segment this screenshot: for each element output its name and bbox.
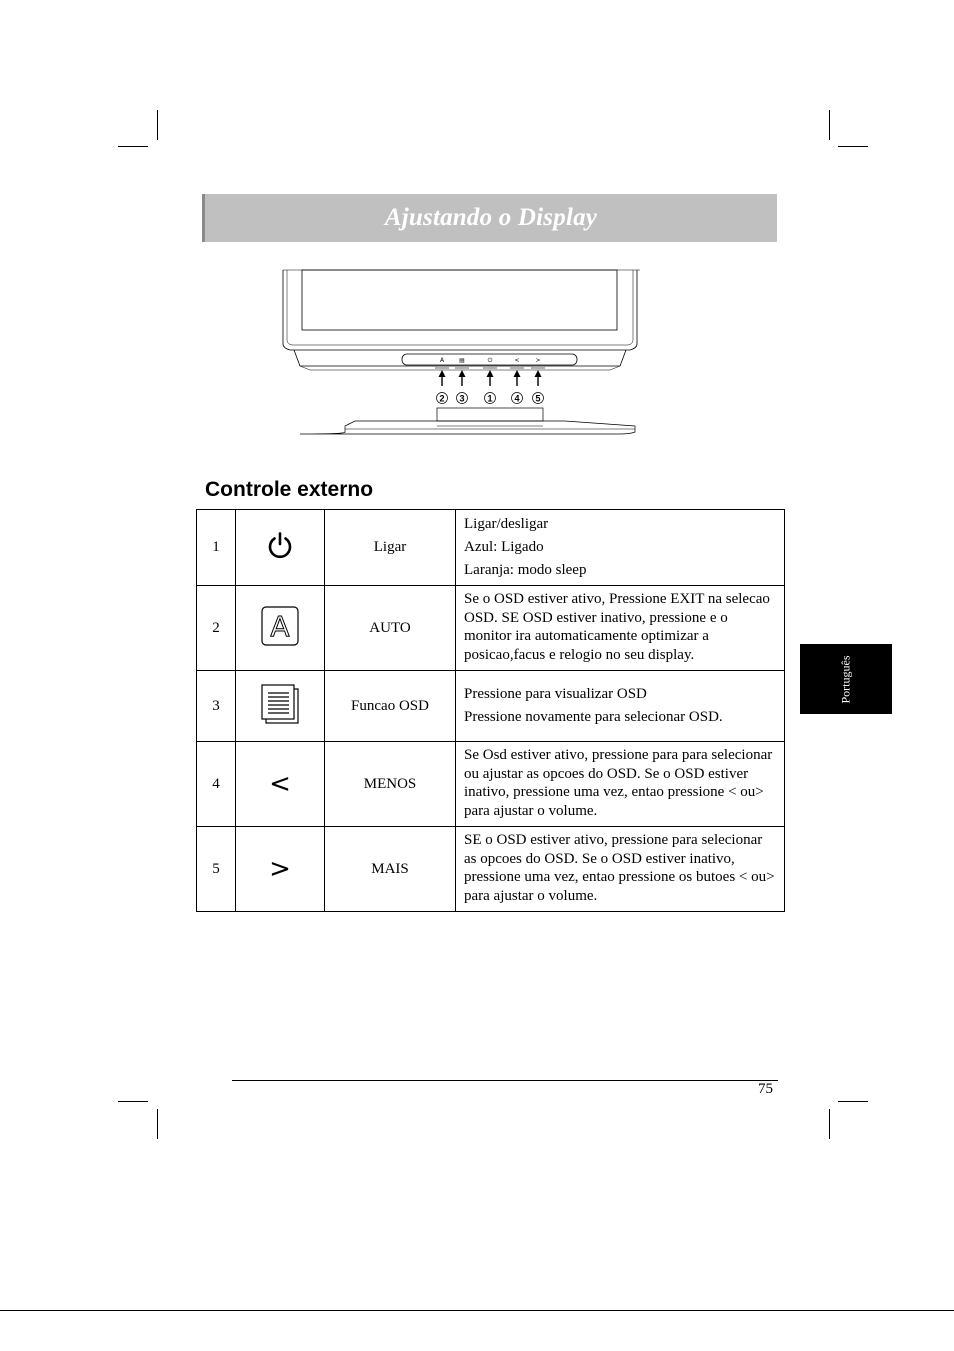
less-than-icon	[236, 742, 325, 827]
table-row	[197, 742, 785, 827]
crop-mark	[838, 1101, 868, 1102]
description-text: Se Osd estiver ativo, pressione para para selecionar ou ajustar as opcoes do OSD. Se o OSD estiver inativo, pressione uma vez, entao pressione < ou> para ajustar o volume.	[464, 747, 773, 819]
callout-number: 2	[439, 393, 445, 404]
button-symbol: <	[514, 357, 520, 364]
crop-mark	[838, 146, 868, 147]
control-name: Ligar	[325, 510, 456, 586]
description-line: Azul: Ligado	[464, 538, 544, 555]
less-than-glyph: <	[269, 769, 291, 799]
control-description	[456, 671, 785, 742]
crop-mark	[118, 146, 148, 147]
table-row	[197, 510, 785, 586]
callout-number: 4	[514, 393, 520, 404]
description-line: Laranja: modo sleep	[464, 561, 587, 578]
footer-rule	[232, 1080, 778, 1081]
description-line: Pressione novamente para selecionar OSD.	[464, 708, 723, 725]
control-description	[456, 586, 785, 671]
crop-mark	[157, 110, 158, 140]
button-symbol: ▤	[459, 357, 465, 364]
control-number: 4	[197, 742, 236, 827]
description-text: Se o OSD estiver ativo, Pressione EXIT na selecao OSD. SE OSD estiver inativo, pressione e o monitor ira automaticamente optimizar a posicao,facus e relogio no seu display.	[464, 591, 770, 663]
control-number: 2	[197, 586, 236, 671]
description-line: Pressione para visualizar OSD	[464, 685, 647, 702]
control-number: 1	[197, 510, 236, 586]
control-name: Funcao OSD	[325, 671, 456, 742]
table-row	[197, 671, 785, 742]
button-symbol: >	[535, 357, 541, 364]
greater-than-icon	[236, 827, 325, 912]
language-side-tab	[800, 644, 892, 714]
control-name: MENOS	[325, 742, 456, 827]
crop-mark	[157, 1109, 158, 1139]
button-symbol: ⏻	[487, 357, 493, 364]
auto-icon	[236, 586, 325, 671]
button-symbol: A	[439, 357, 445, 364]
table-row	[197, 827, 785, 912]
description-line: Ligar/desligar	[464, 515, 549, 532]
power-icon	[236, 510, 325, 586]
control-name: MAIS	[325, 827, 456, 912]
page-title-banner	[202, 194, 777, 242]
section-heading: Controle externo	[205, 478, 374, 501]
table-row	[197, 586, 785, 671]
control-description	[456, 510, 785, 586]
control-number: 5	[197, 827, 236, 912]
crop-mark	[118, 1101, 148, 1102]
osd-menu-icon	[236, 671, 325, 742]
description-text: SE o OSD estiver ativo, pressione para selecionar as opcoes do OSD. Se o OSD estiver inativo, pressione uma vez, entao pressione os butoes < ou> para ajustar o volume.	[464, 832, 775, 904]
language-label: Português	[838, 655, 853, 703]
control-name: AUTO	[325, 586, 456, 671]
callout-number: 5	[535, 393, 541, 404]
control-description	[456, 742, 785, 827]
auto-glyph: A	[270, 609, 290, 643]
page-title: Ajustando o Display	[384, 204, 598, 231]
callout-number: 1	[487, 393, 493, 404]
page-number: 75	[758, 1081, 773, 1097]
crop-mark	[829, 110, 830, 140]
monitor-front-illustration	[280, 268, 640, 438]
control-number: 3	[197, 671, 236, 742]
control-description	[456, 827, 785, 912]
crop-mark	[829, 1109, 830, 1139]
page-edge-rule	[0, 1310, 954, 1311]
controls-table	[196, 509, 785, 912]
greater-than-glyph: >	[269, 854, 291, 884]
callout-number: 3	[459, 393, 465, 404]
